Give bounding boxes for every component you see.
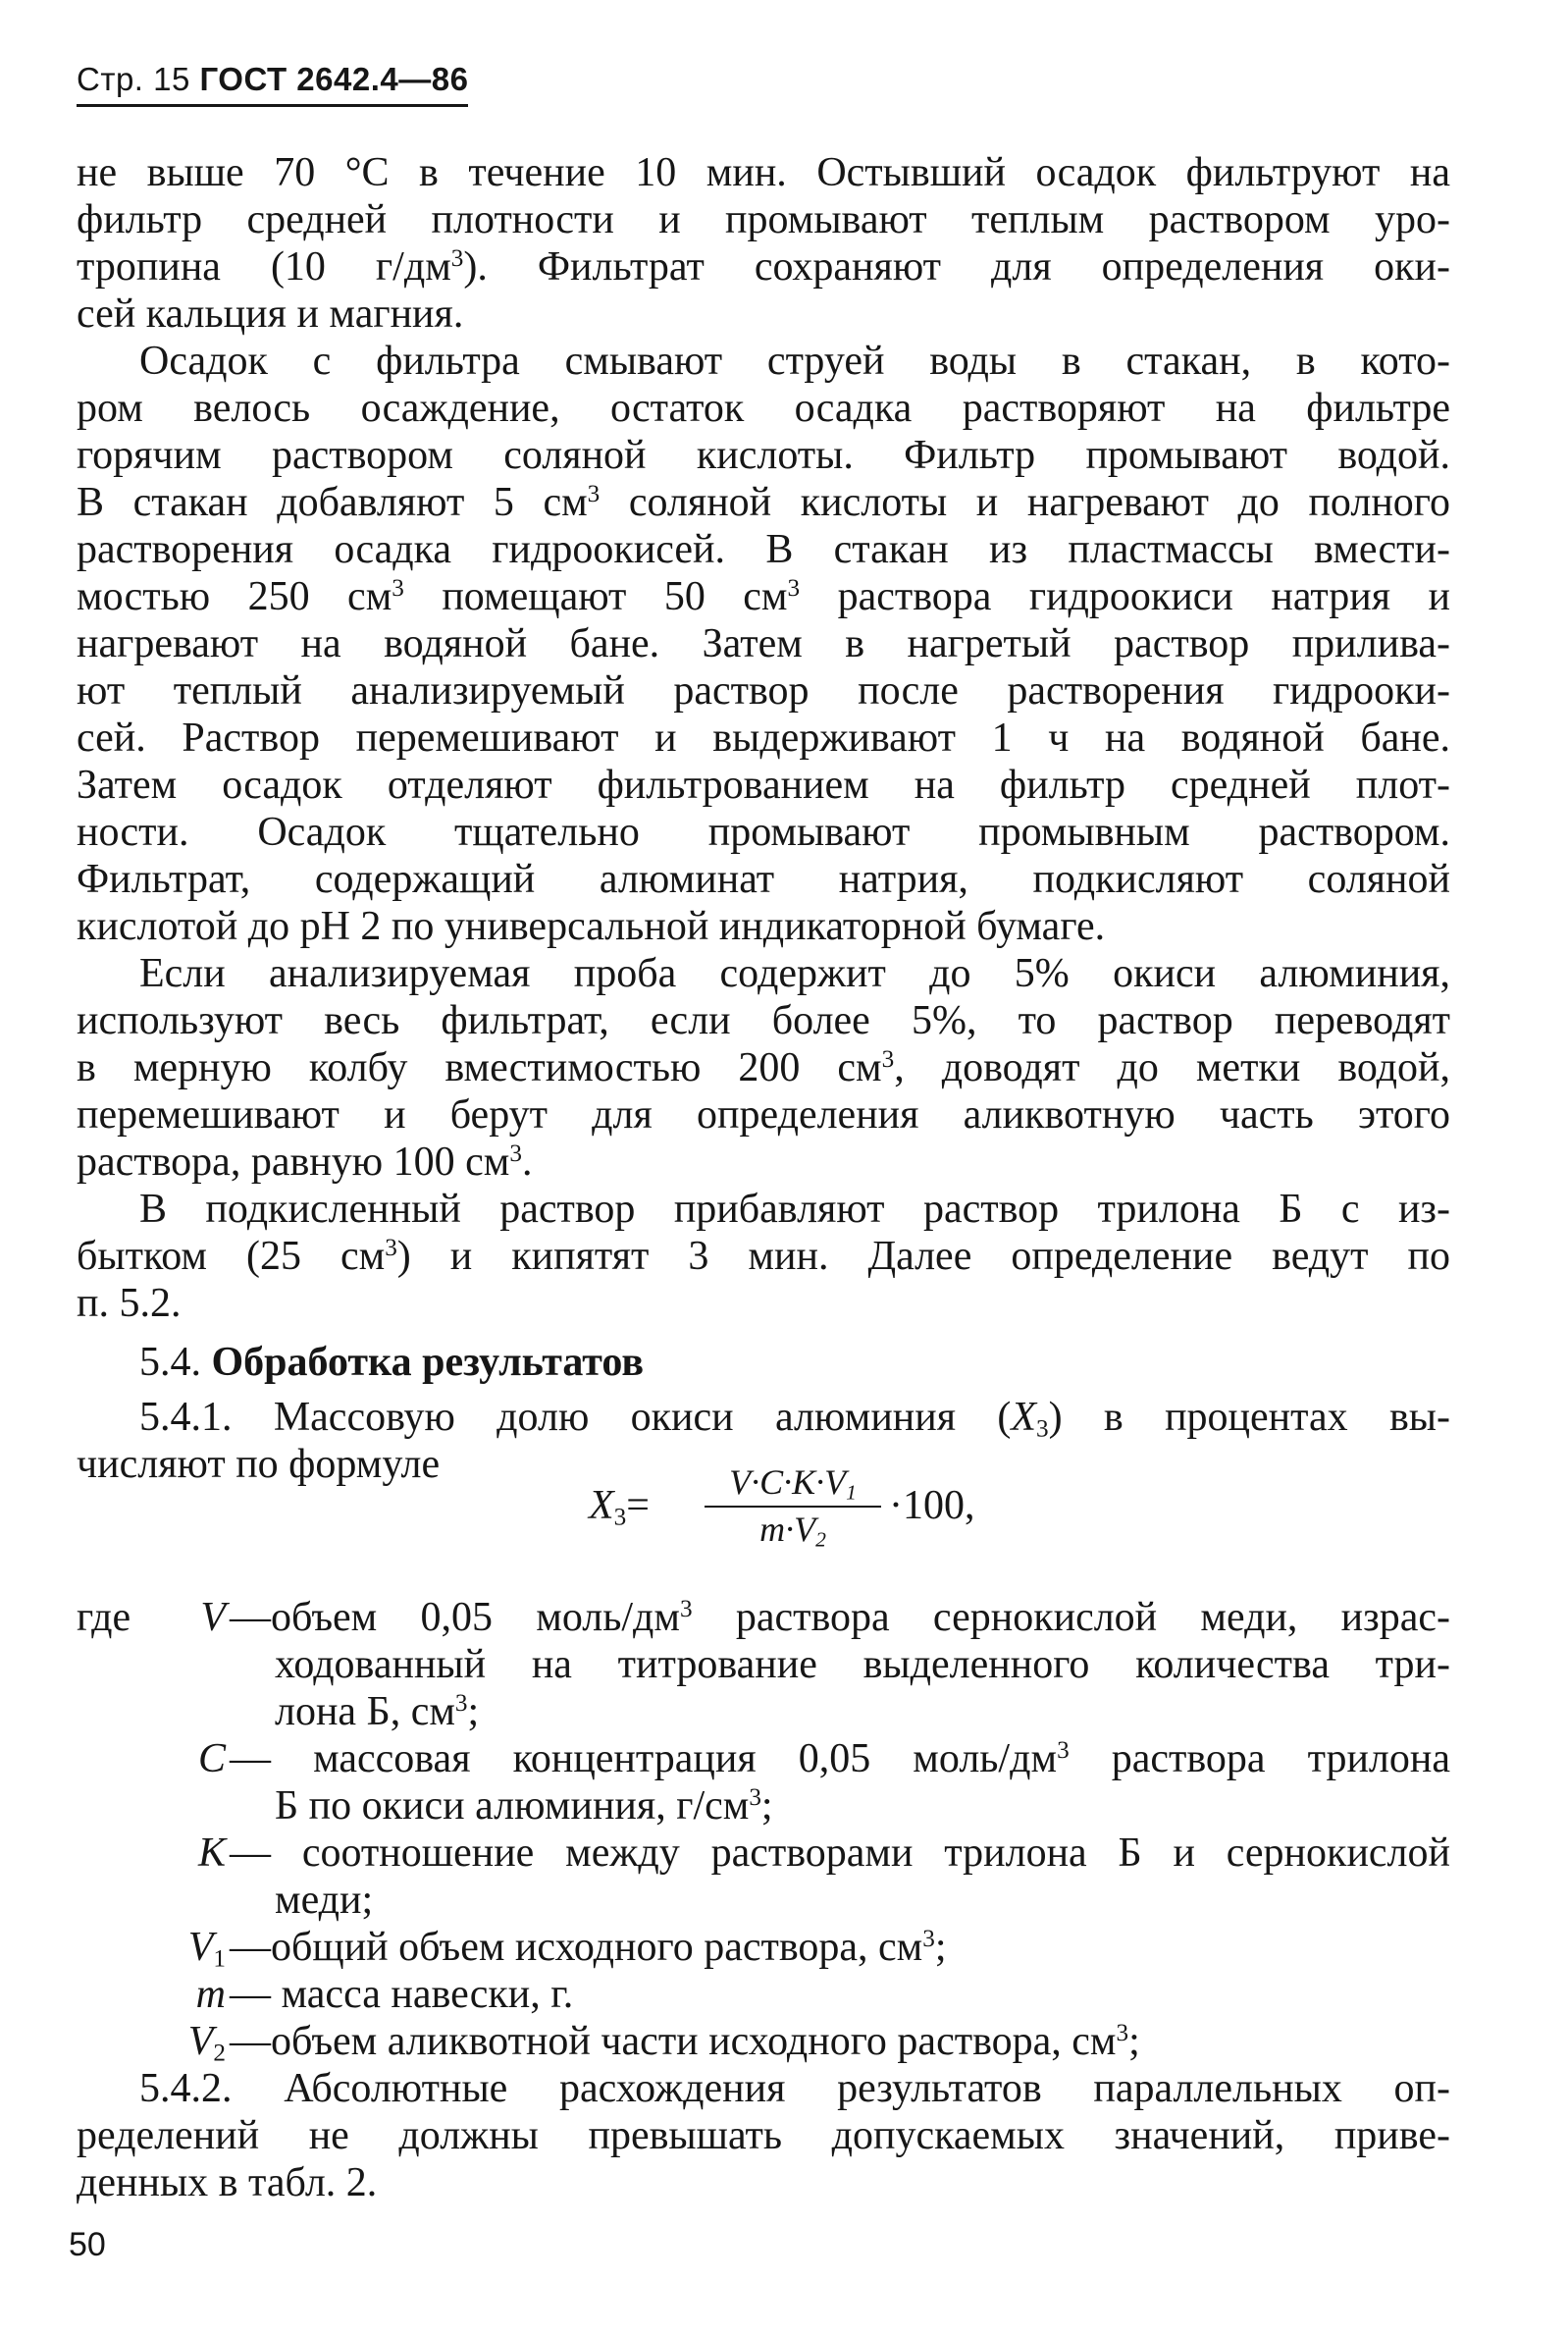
variable-symbol: K [197,1830,226,1876]
variable-symbol: C [197,1736,226,1781]
clause-5-4-1-line-1: 5.4.1. Массовую долю окиси алюминия $(X_3)$ в процентах вы- [139,1395,1450,1443]
paragraph-1-line-1: не выше 70 °С в течение 10 мин. Остывший осадок фильтруют на [77,150,1450,195]
formula-lhs: $X_3=$ [589,1483,650,1531]
variable-v-line-1: где V —объем 0,05 моль/$дм^3$ раствора сернокислой меди, израс- [77,1595,1451,1640]
paragraph-2-line-13: кислотой до рН 2 по универсальной индикаторной бумаге. [77,904,1106,949]
paragraph-1-line-2: фильтр средней плотности и промывают теплым раствором уро- [77,197,1450,242]
variable-v2-line-1: $V_2$ —объем аликвотной части исходного раствора, $см^3$; [77,2018,1450,2065]
variable-v-line-2: ходованный на титрование выделенного количества три- [275,1642,1450,1687]
formula-multiplier: ·100, [889,1483,975,1528]
paragraph-3-line-3: в мерную колбу вместимостью 200 $см^3$, доводят до метки водой, [77,1045,1451,1090]
clause-5-4-2-line-3: денных в табл. 2. [77,2160,378,2205]
page-label: Стр. 15 [77,61,190,97]
paragraph-2-line-5: растворения осадка гидроокисей. В стакан из пластмассы вмести- [77,527,1450,572]
variable-symbol: $V_2$ [187,2019,226,2067]
paragraph-2-line-1: Осадок с фильтра смывают струей воды в стакан, в кото- [139,339,1450,384]
variable-symbol: $V_1$ [187,1925,226,1973]
paragraph-3-line-1: Если анализируемая проба содержит до 5% окиси алюминия, [139,951,1450,996]
paragraph-2-line-9: сей. Раствор перемешивают и выдерживают 1 ч на водяной бане. [77,716,1450,761]
paragraph-2-line-10: Затем осадок отделяют фильтрованием на фильтр средней плот- [77,763,1450,808]
page-header [77,61,468,107]
variable-v1-line-1: $V_1$ —общий объем исходного раствора, $см^3$; [77,1924,1450,1971]
paragraph-3-line-4: перемешивают и берут для определения аликвотную часть этого [77,1092,1450,1138]
clause-5-4-2-line-1: 5.4.2. Абсолютные расхождения результатов параллельных оп- [139,2066,1450,2111]
formula-denominator: $m\cdot V_2$ [759,1510,826,1552]
variable-symbol: m [195,1972,226,2017]
formula-fraction [705,1460,881,1551]
variable-m-line-1: m — масса навески, г. [77,1971,1450,2018]
paragraph-1-line-4: сей кальция и магния. [77,292,464,337]
formula-numerator: $V\cdot C\cdot K\cdot V_1$ [729,1462,857,1505]
paragraph-2-line-6: мостью 250 $см^3$ помещают 50 $см^3$ раствора гидроокиси натрия и [77,574,1450,619]
variable-symbol: V [200,1595,226,1640]
paragraph-2-line-8: ют теплый анализируемый раствор после растворения гидрооки- [77,668,1450,714]
paragraph-3-line-2: используют весь фильтрат, если более 5%, то раствор переводят [77,998,1450,1043]
variable-k-line-1: K — соотношение между растворами трилона Б и сернокислой [77,1829,1450,1877]
paragraph-2-line-12: Фильтрат, содержащий алюминат натрия, подкисляют соляной [77,857,1450,902]
paragraph-2-line-4: В стакан добавляют 5 $см^3$ соляной кислоты и нагревают до полного [77,480,1450,525]
variable-k-line-2: меди; [275,1878,374,1923]
paragraph-3-line-5: раствора, равную 100 $см^3$. [77,1140,533,1185]
paragraph-4-line-3: п. 5.2. [77,1281,182,1326]
clause-5-4-2-line-2: ределений не должны превышать допускаемых значений, приве- [77,2113,1450,2158]
section-heading: 5.4. Обработка результатов [139,1340,645,1385]
paragraph-2-line-2: ром велось осаждение, остаток осадка растворяют на фильтре [77,386,1450,431]
paragraph-4-line-2: бытком (25 $см^3$) и кипятят 3 мин. Далее определение ведут по [77,1234,1450,1279]
standard-designation: ГОСТ 2642.4—86 [199,61,469,97]
paragraph-2-line-3: горячим раствором соляной кислоты. Фильтр промывают водой. [77,433,1450,478]
clause-5-4-1-line-2: числяют по формуле [77,1442,441,1487]
paragraph-2-line-11: ности. Осадок тщательно промывают промывным раствором. [77,810,1450,855]
variable-c-line-1: C — массовая концентрация 0,05 моль/$дм^3$ раствора трилона [77,1735,1450,1782]
paragraph-4-line-1: В подкисленный раствор прибавляют раствор трилона Б с из- [139,1187,1450,1232]
paragraph-2-line-7: нагревают на водяной бане. Затем в нагретый раствор прилива- [77,621,1450,666]
paragraph-1-line-3: тропина (10 $г/дм^3$). Фильтрат сохраняют для определения оки- [77,244,1450,290]
page-number: 50 [69,2226,106,2263]
variable-v-line-3: лона Б, $см^3$; [275,1689,480,1734]
variable-c-line-2: Б по окиси алюминия, $г/см^3$; [275,1783,773,1829]
